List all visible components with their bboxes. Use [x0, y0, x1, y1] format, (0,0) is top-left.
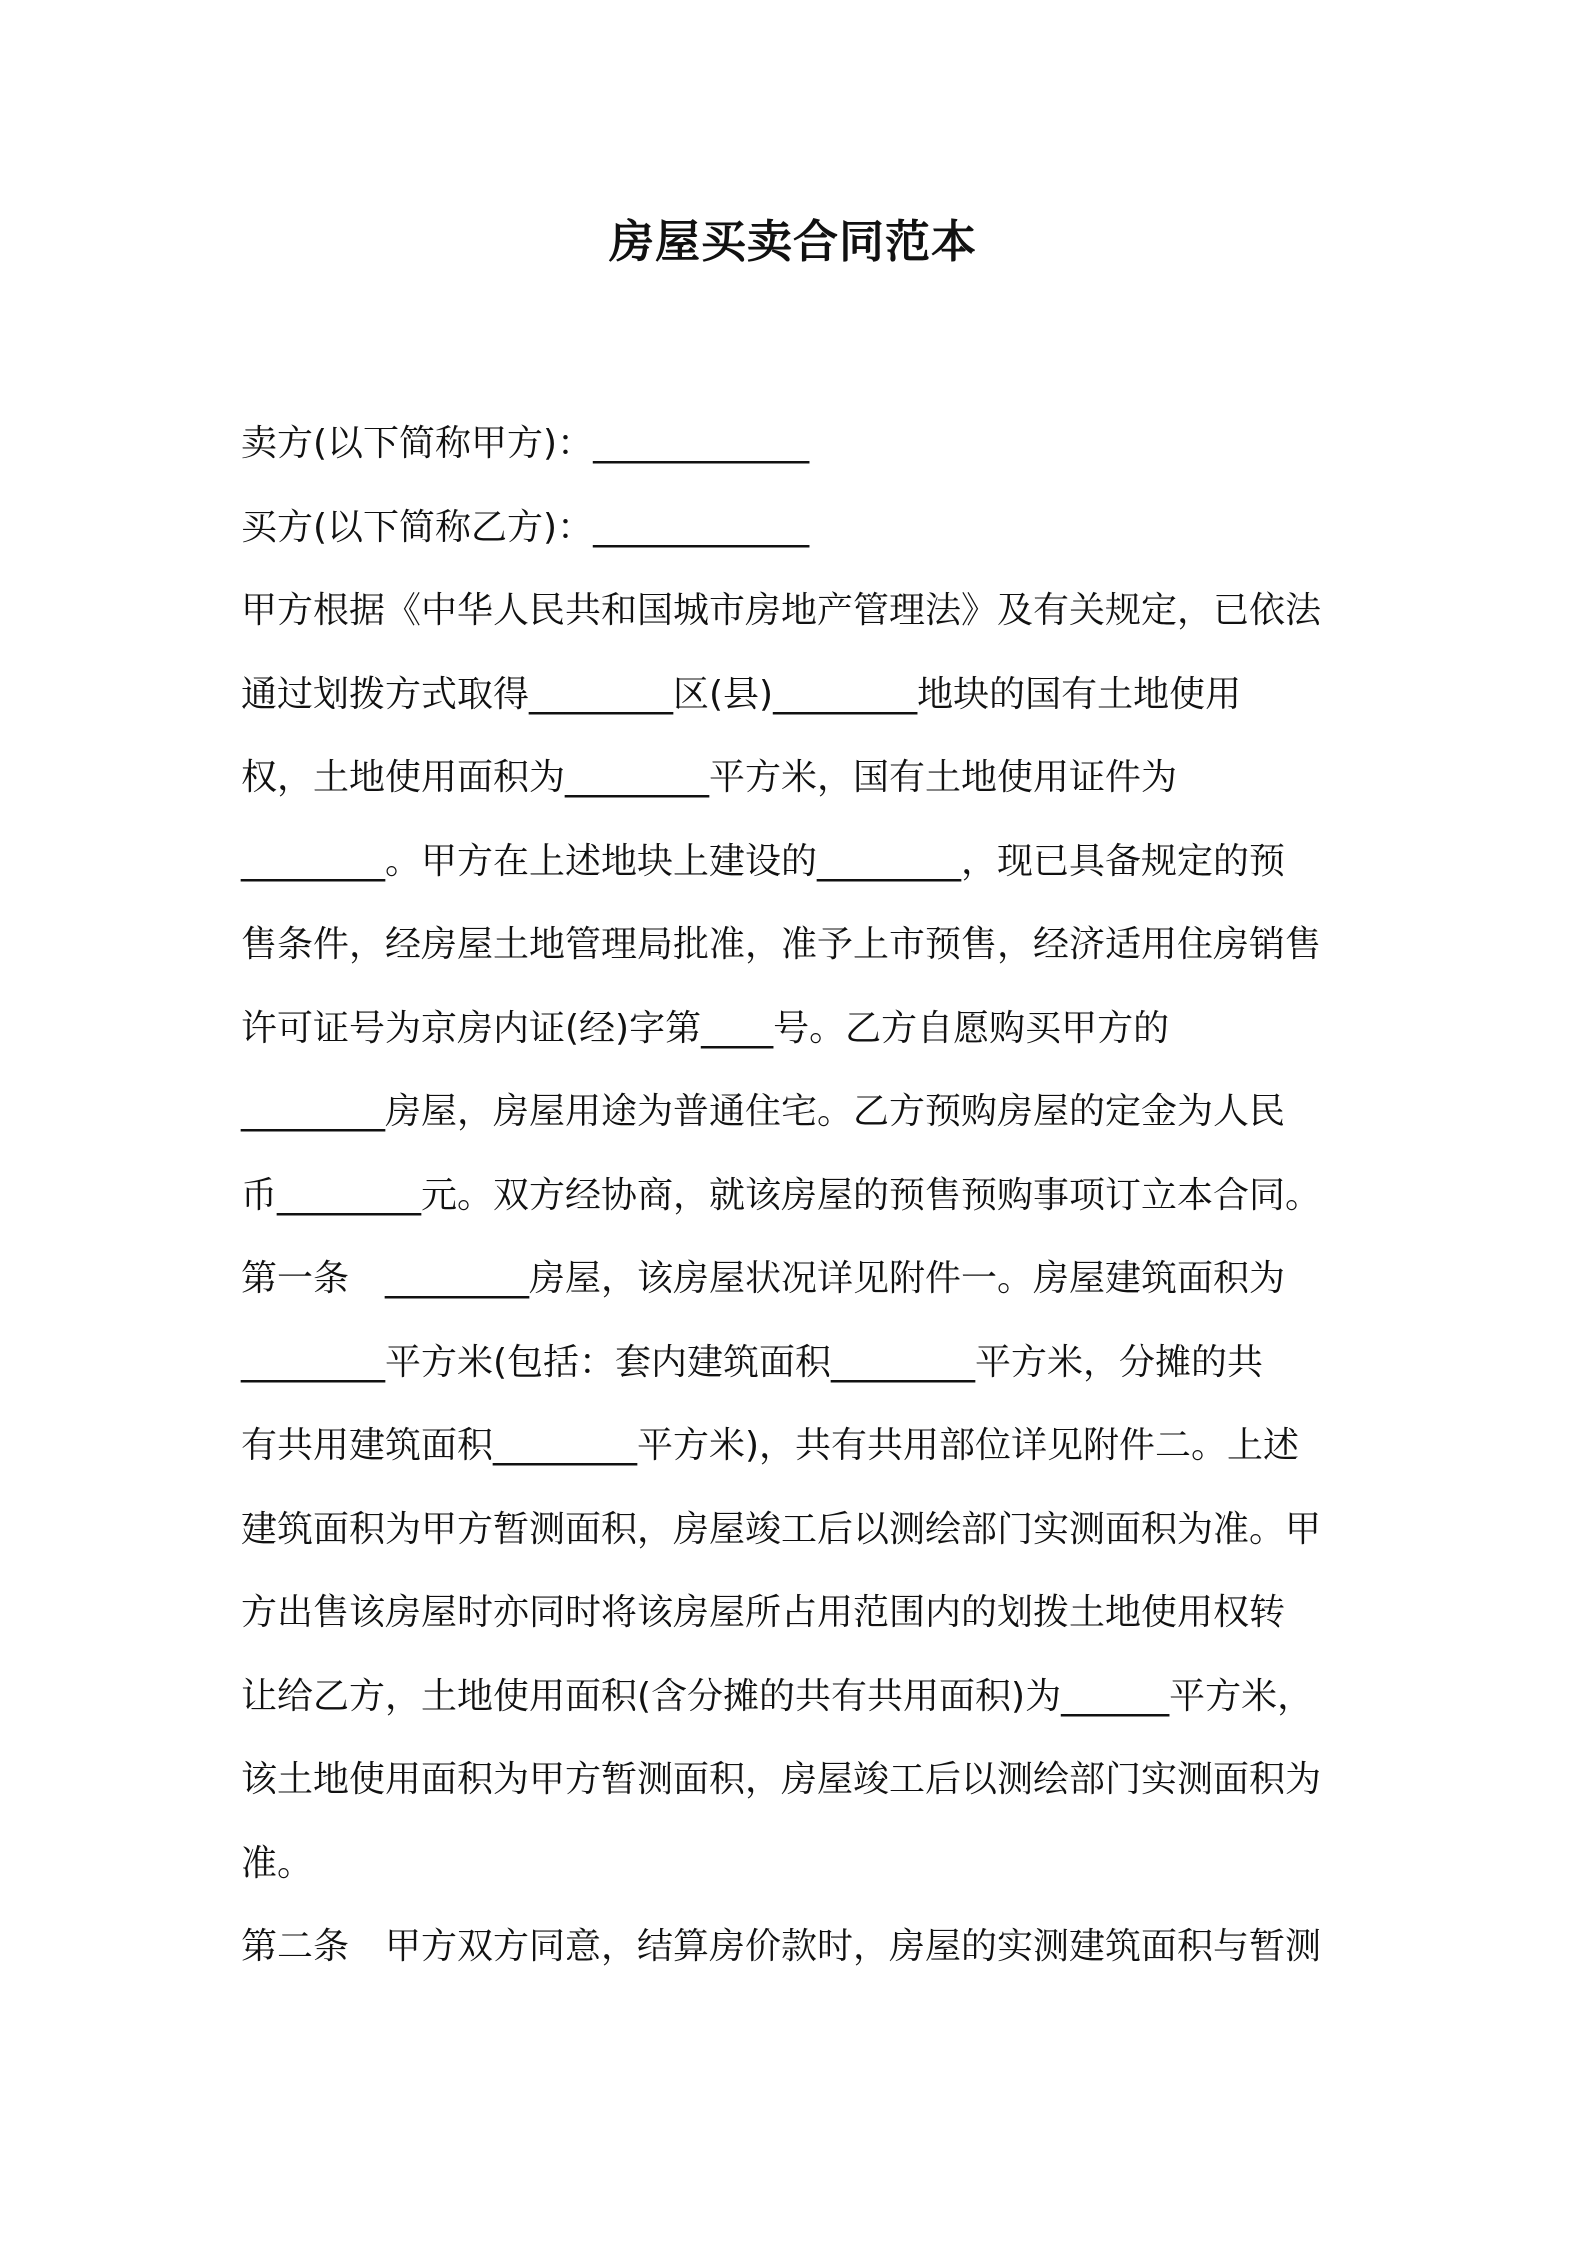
document-title: 房屋买卖合同范本 [608, 215, 977, 268]
text-line: 权，土地使用面积为________平方米，国有土地使用证件为 [241, 757, 1178, 798]
article-2-line: 第二条 甲方双方同意，结算房价款时，房屋的实测建筑面积与暂测 [241, 1926, 1322, 1967]
article-1-line: 第一条 ________房屋，该房屋状况详见附件一。房屋建筑面积为 [241, 1258, 1286, 1299]
text-line-buyer: 买方(以下简称乙方)：____________ [241, 506, 810, 548]
text-line: ________平方米(包括：套内建筑面积________平方米，分摊的共 [241, 1341, 1264, 1383]
text-line: ________。甲方在上述地块上建设的________，现已具备规定的预 [241, 840, 1286, 882]
document-body [241, 402, 1381, 1989]
text-line: 让给乙方，土地使用面积(含分摊的共有共用面积)为______平方米， [241, 1675, 1314, 1717]
text-line: 建筑面积为甲方暂测面积，房屋竣工后以测绘部门实测面积为准。甲 [241, 1508, 1322, 1550]
text-line-seller: 卖方(以下简称甲方)：____________ [241, 423, 810, 464]
text-line: 甲方根据《中华人民共和国城市房地产管理法》及有关规定，已依法 [241, 590, 1322, 631]
text-line: 方出售该房屋时亦同时将该房屋所占用范围内的划拨土地使用权转 [241, 1592, 1286, 1633]
text-line: 通过划拨方式取得________区(县)________地块的国有土地使用 [241, 673, 1242, 715]
text-line: 许可证号为京房内证(经)字第____号。乙方自愿购买甲方的 [241, 1007, 1170, 1049]
text-line: 售条件，经房屋土地管理局批准，准予上市预售，经济适用住房销售 [241, 924, 1322, 965]
text-line: ________房屋，房屋用途为普通住宅。乙方预购房屋的定金为人民 [241, 1091, 1286, 1132]
text-line: 币________元。双方经协商，就该房屋的预售预购事项订立本合同。 [241, 1174, 1322, 1216]
text-line: 准。 [241, 1842, 314, 1884]
text-line: 该土地使用面积为甲方暂测面积，房屋竣工后以测绘部门实测面积为 [241, 1759, 1322, 1800]
text-line: 有共用建筑面积________平方米)，共有共用部位详见附件二。上述 [241, 1425, 1300, 1466]
